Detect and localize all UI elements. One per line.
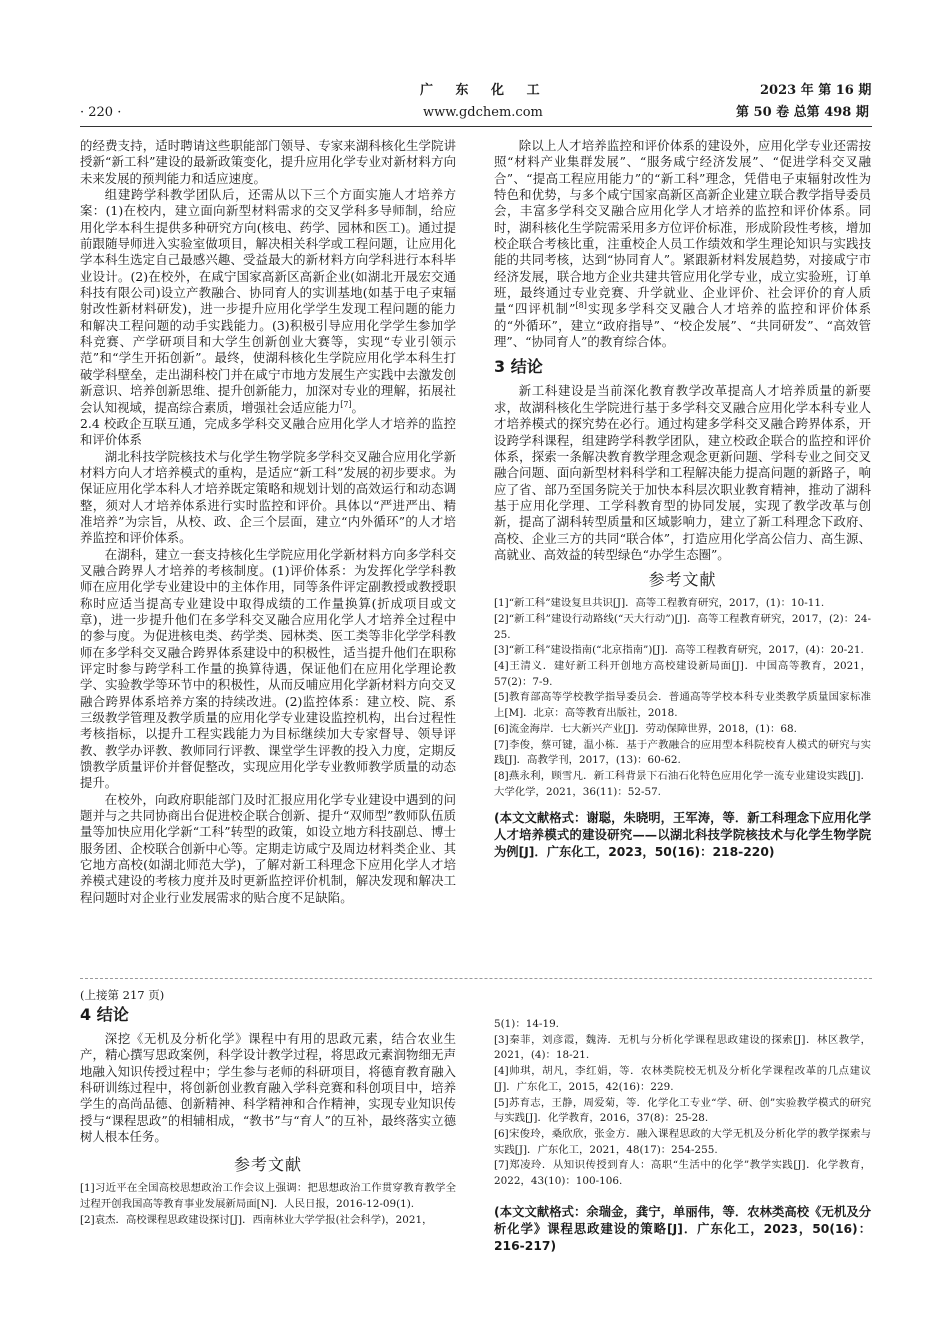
article1-right-column [494, 138, 871, 861]
citation-format: (本文文献格式：余瑞金，龚宁，单丽伟，等．农林类高校《无机及分析化学》课程思政建设的策略[J]．广东化工，2023，50(16)：216-217) [494, 1204, 871, 1253]
citation-mark: [7] [340, 399, 352, 409]
reference-item: 5(1)：14-19. [494, 1018, 559, 1030]
journal-website: www.gdchem.com [423, 105, 543, 120]
paragraph-end: 。 [351, 399, 364, 415]
paragraph [494, 138, 871, 350]
reference-item: [7]李俊，蔡可键，温小栋．基于产教融合的应用型本科院校育人模式的研究与实践[J]．高教学刊，2017，(13)：60-62. [494, 738, 871, 767]
reference-item: [3]“新工科”建设指南(“北京指南”)[J]．高等工程教育研究，2017，(4)：20-21. [494, 644, 864, 657]
paragraph: 的经费支持，适时聘请这些职能部门领导、专家来湖科核化生学院讲授新“新工科”建设的最新政策变化，提升应用化学专业对新材料方向未来发展的预判能力和适应速度。 [80, 138, 456, 186]
paragraph-text: 除以上人才培养监控和评价体系的建设外，应用化学专业还需按照“材料产业集群发展”、“服务咸宁经济发展”、“促进学科交叉融合”、“提高工程应用能力”的“新工科”理念，凭借电子束辐射改性为特色和优势，与多个咸宁国家高新区高新企业建立联合教学指导委员会，丰富多学科交叉融合应用化学人才培养的监控和评价体系。同时，湖科核化生学院需采用多方位评价标准，形成阶段性考核，增加校企联合考核比重，注重校企人员工作绩效和学生理论知识与实践技能的共同考核，达到“协同育人”。紧跟新材料发展趋势，对接咸宁市经济发展，联合地方企业共建共管应用化学专业，成立实验班，订单班，最终通过专业竞赛、升学就业、企业评价、社会评价的育人质量“四评机制” [494, 138, 871, 317]
header-rule [80, 126, 872, 127]
page-number: · 220 · [80, 105, 122, 120]
continued-note: (上接第 217 页) [80, 988, 165, 1002]
reference-item: [5]教育部高等学校教学指导委员会．普通高等学校本科专业类教学质量国家标准上[M]．北京：高等教育出版社，2018. [494, 691, 871, 720]
reference-item: [6]流金海岸．七大新兴产业[J]．劳动保障世界，2018，(1)：68. [494, 722, 797, 735]
reference-item: [7]郑凌玲．从知识传授到育人：高职“生活中的化学”教学实践[J]．化学教育，2022，43(10)：100-106. [494, 1159, 871, 1188]
citation-format: (本文文献格式：谢聪，朱晓明，王军涛，等．新工科理念下应用化学人才培养模式的建设研究——以湖北科技学院核技术与化学生物学院为例[J]．广东化工，2023，50(16)：218-220) [494, 811, 871, 860]
paragraph: 在湖科，建立一套支持核化生学院应用化学新材料方向多学科交叉融合跨界人才培养的考核制度。(1)评价体系：为发挥化学学科教师在应用化学专业建设中的主体作用，同等条件评定副教授或教授职称时应适当提高专业建设中取得成绩的工作量换算(折成项目或文章)，进一步提升他们在多学科交叉融合应用化学人才培养全过程中的参与度。为促进核电类、药学类、园林类、医工类等非化学学科教师在多学科交叉融合跨界体系建设中的积极性，适当提升他们在职称评定时参与跨学科工作量的换算待遇，保证他们在应用化学理论教学、实验教学等环节中的积极性，从而反哺应用化学新材料方向交叉融合跨界体系培养方案的持续改进。(2)监控体系：建立校、院、系三级教学管理及教学质量的应用化学专业建设监控机构，出台过程性考核指标，以提升工程实践能力为目标继续加大专家督导、领导评教、教学办评教、教师同行评教、课堂学生评教的投入力度，定期反馈教学质量评价并督促整改，实现应用化学专业教师教学质量的动态提升。 [80, 546, 456, 791]
reference-item: [1]习近平在全国高校思想政治工作会议上强调：把思想政治工作贯穿教育教学全过程开创我国高等教育事业发展新局面[N]．人民日报，2016-12-09(1). [80, 1182, 456, 1211]
reference-item: [6]宋俊玲，桑欣欣，张金方．融入课程思政的大学无机及分析化学的教学探索与实践[J]．广东化工，2021，48(17)：254-255. [494, 1127, 871, 1156]
year-issue: 2023 年 第 16 期 [760, 83, 872, 98]
article2-right-column [494, 1017, 871, 1255]
article2-left-column [80, 986, 456, 1229]
references-title: 参考文献 [648, 570, 717, 590]
reference-item: [1]“新工科”建设复旦共识[J]．高等工程教育研究，2017，(1)：10-11. [494, 597, 825, 610]
paragraph-text: 组建跨学科教学团队后，还需从以下三个方面实施人才培养方案：(1)在校内，建立面向新型材料需求的交叉学科多导师制，给应用化学本科生提供多种研究方向(核电、药学、园林和医工)。通过提前跟随导师进入实验室做项目，解决相关科学或工程问题，让应用化学本科生选定自己最感兴趣、受益最大的新材料方向学科进行本科毕业设计。(2)在校外，在咸宁国家高新区高新企业(如湖北开晟宏交通科技有限公司)设立产教融合、协同育人的实训基地(如基于电子束辐射改性新材料研发)，进一步提升应用化学学生发现工程问题的能力和解决工程问题的动手实践能力。(3)积极引导应用化学学生参加学科竞赛、产学研项目和大学生创新创业大赛等，实现“专业引领示范”和“学生开拓创新”。最终，使湖科核化生学院应用化学本科生打破学科壁垒，走出湖科校门并在咸宁市地方发展生产实践中去激发创新意识、培养创新思维、提升创新能力，加深对专业的理解，拓展社会认知视域，提高综合素质，增强社会适应能力 [80, 187, 456, 415]
volume-total: 第 50 卷 总第 498 期 [736, 105, 869, 120]
paragraph-end: 实现多学科交叉融合人才培养的监控和评价体系的“外循环”，建立“政府指导”、“校企发展”、“共同研发”、“高效管理”、“协同育人”的教育综合体。 [494, 301, 872, 350]
paragraph: 新工科建设是当前深化教育教学改革提高人才培养质量的新要求，故湖科核化生学院进行基于多学科交叉融合应用化学本科专业人才培养模式的探究势在必行。通过构建多学科交叉融合跨界体系，开设跨学科课程，组建跨学科教学团队，建立校政企联合的监控和评价体系，探索一条解决教育教学理念观念更新问题、学科专业之间交叉融合问题、面向新型材料科学和工程解决能力提高问题的新路子，响应了省、部乃至国务院关于加快本科层次职业教育精神，推动了湖科基于应用化学理、工学科教育型的协同发展，实现了教学改革与创新，提高了湖科转型质量和区域影响力，建立了新工科理念下政府、高校、企业三方的共同“联合体”，打造应用化学高公信力、高生源、高就业、高效益的转型绿色“办学生态圈”。 [494, 383, 871, 562]
paragraph: 在校外，向政府职能部门及时汇报应用化学专业建设中遇到的问题并与之共同协商出台促进校企联合创新、提升“双师型”教师队伍质量等加快应用化学新“工科”转型的政策，如设立地方科技副总、博士服务团、企校联合创新中心等。定期走访咸宁及周边材料类企业、其它地方高校(如湖北师范大学)，了解对新工科理念下应用化学人才培养模式建设的考核力度并及时更新监控评价机制，解决发现和解决工程问题时对企业行业发展需求的贴合度不足缺陷。 [80, 791, 456, 905]
article1-left-column [80, 138, 456, 906]
journal-name: 广 东 化 工 [420, 83, 549, 98]
section-title: 4 结论 [80, 1005, 129, 1024]
reference-item: [4]帅琪，胡凡，李红娟，等．农林类院校无机及分析化学课程改革的几点建议[J]．广东化工，2015，42(16)：229. [494, 1065, 871, 1093]
paragraph [80, 187, 456, 416]
reference-item: [4]王清义．建好新工科开创地方高校建设新局面[J]．中国高等教育，2021，57(2)：7-9. [494, 660, 871, 688]
paragraph: 湖北科技学院核技术与化学生物学院多学科交叉融合应用化学新材料方向人才培养模式的重构，是适应“新工科”发展的初步要求。为保证应用化学本科人才培养既定策略和规划计划的高效运行和动态调整，须对人才培养体系进行实时监控和评价。具体以“严进严出、精准培养”为宗旨，从校、政、企三个层面，建立“内外循环”的人才培养监控和评价体系。 [80, 448, 456, 546]
reference-item: [5]苏育志，王静，周爱菊，等．化学化工专业“学、研、创”实验教学模式的研究与实践[J]．化学教育，2016，37(8)：25-28. [494, 1096, 871, 1125]
subsection-title: 2.4 校政企互联互通，完成多学科交叉融合应用化学人才培养的监控和评价体系 [80, 415, 456, 448]
reference-item: [3]秦菲，刘彦霞，魏涛．无机与分析化学课程思政建设的探索[J]．林区教学，2021，(4)：18-21. [494, 1033, 871, 1062]
paragraph: 深挖《无机及分析化学》课程中有用的思政元素，结合农业生产，精心撰写思政案例，科学设计教学过程，将思政元素润物细无声地融入知识传授过程中；学生参与老师的科研项目，将德育教育融入科研训练过程中，将创新创业教育融入学科竞赛和科创项目中，培养学生的高尚品德、创新精神、科学精神和合作精神，实现专业知识传授与“课程思政”的相辅相成，“教书”与“育人”的互补，最终落实立德树人根本任务。 [80, 1031, 456, 1145]
reference-item: [2]袁杰．高校课程思政建设探讨[J]．西南林业大学学报(社会科学)，2021， [80, 1213, 433, 1226]
reference-item: [2]“新工科”建设行动路线(“天大行动”)[J]．高等工程教育研究，2017，(2)：24-25. [494, 612, 871, 641]
article-separator [80, 978, 872, 979]
section-title: 3 结论 [494, 357, 543, 377]
reference-item: [8]燕永利，顾雪凡．新工科背景下石油石化特色应用化学一流专业建设实践[J]．大学化学，2021，36(11)：52-57. [494, 769, 871, 798]
references-title: 参考文献 [233, 1155, 302, 1175]
citation-mark: [8] [575, 301, 587, 311]
